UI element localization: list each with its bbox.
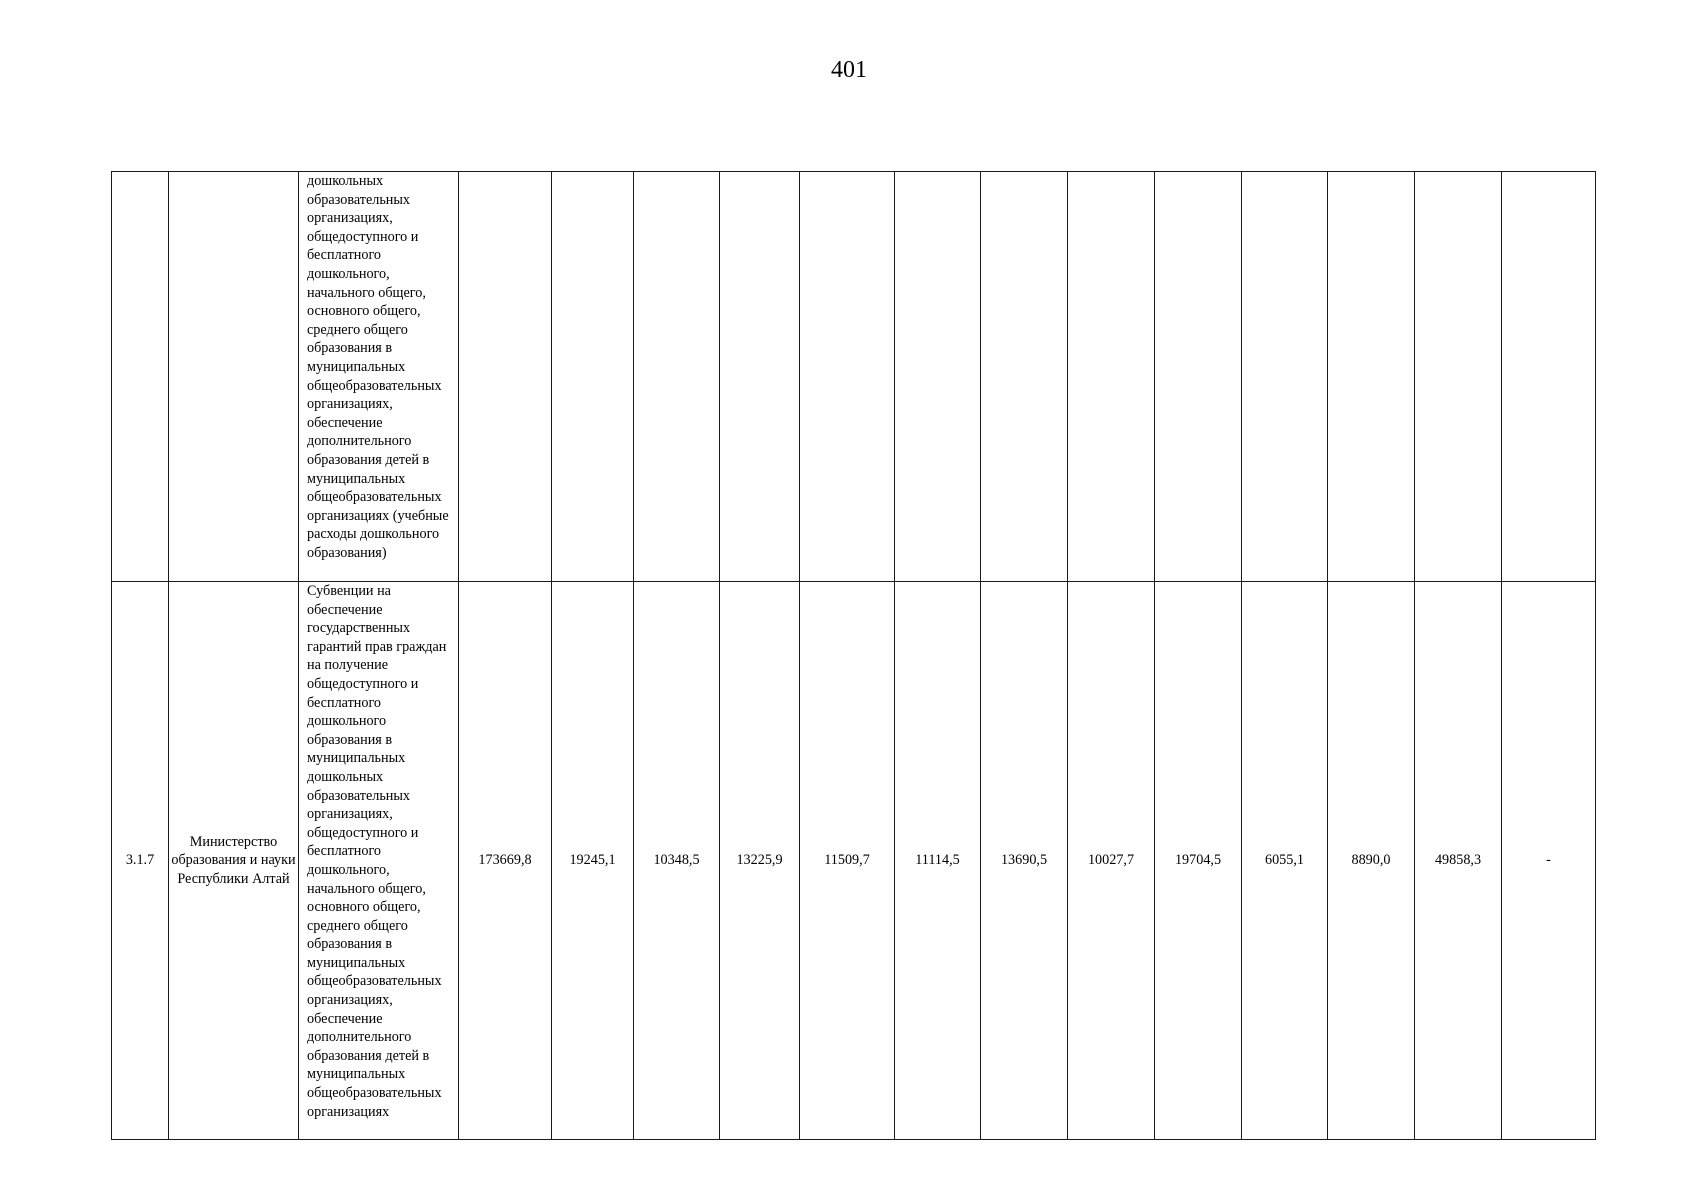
cell-value bbox=[459, 172, 552, 582]
cell-value: 49858,3 bbox=[1415, 582, 1502, 1140]
cell-value bbox=[1328, 172, 1415, 582]
cell-value: 6055,1 bbox=[1242, 582, 1328, 1140]
cell-value: 11509,7 bbox=[800, 582, 895, 1140]
cell-value: 19704,5 bbox=[1155, 582, 1242, 1140]
cell-value: 13690,5 bbox=[981, 582, 1068, 1140]
cell-value bbox=[895, 172, 981, 582]
cell-value: 8890,0 bbox=[1328, 582, 1415, 1140]
cell-code: 3.1.7 bbox=[112, 582, 169, 1140]
cell-value bbox=[981, 172, 1068, 582]
cell-value bbox=[800, 172, 895, 582]
cell-value bbox=[634, 172, 720, 582]
cell-value: 10027,7 bbox=[1068, 582, 1155, 1140]
cell-value: 10348,5 bbox=[634, 582, 720, 1140]
table-row bbox=[112, 172, 1596, 582]
budget-table bbox=[111, 171, 1596, 1140]
table-row bbox=[112, 582, 1596, 1140]
cell-executor: Министерство образования и науки Республики Алтай bbox=[169, 582, 299, 1140]
cell-description: Субвенции на обеспечение государственных гарантий прав граждан на получение общедоступного и бесплатного дошкольного образования в муниципальных дошкольных образовательных организациях, общедоступного и бесплатного дошкольного, начального общего, основного общего, среднего общего образования в муниципальных общеобразовательных организациях, обеспечение дополнительного образования детей в муниципальных общеобразовательных организациях bbox=[299, 582, 459, 1140]
cell-value: 13225,9 bbox=[720, 582, 800, 1140]
cell-value: - bbox=[1502, 582, 1596, 1140]
cell-executor bbox=[169, 172, 299, 582]
cell-value bbox=[720, 172, 800, 582]
cell-value bbox=[1502, 172, 1596, 582]
cell-value: 11114,5 bbox=[895, 582, 981, 1140]
cell-value bbox=[1068, 172, 1155, 582]
cell-value: 173669,8 bbox=[459, 582, 552, 1140]
cell-value: 19245,1 bbox=[552, 582, 634, 1140]
cell-description: дошкольных образовательных организациях, общедоступного и бесплатного дошкольного, начального общего, основного общего, среднего общего образования в муниципальных общеобразовательных организациях, обеспечение дополнительного образования детей в муниципальных общеобразовательных организациях (учебные расходы дошкольного образования) bbox=[299, 172, 459, 582]
cell-value bbox=[1242, 172, 1328, 582]
cell-value bbox=[552, 172, 634, 582]
cell-code bbox=[112, 172, 169, 582]
cell-value bbox=[1155, 172, 1242, 582]
page-number: 401 bbox=[831, 57, 867, 83]
cell-value bbox=[1415, 172, 1502, 582]
